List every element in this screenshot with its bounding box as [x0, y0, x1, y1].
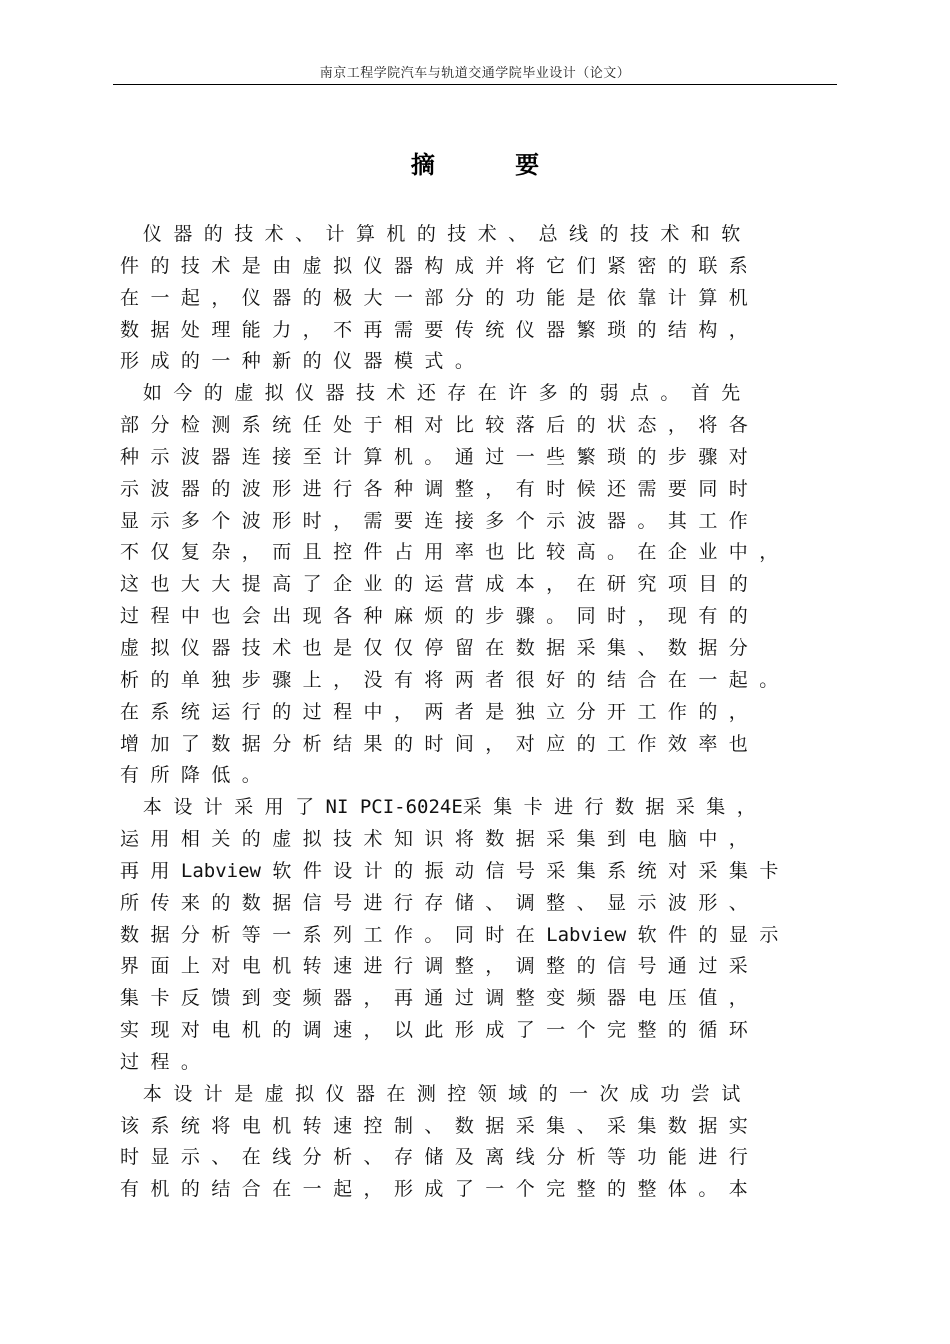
text-line: 再 用 Labview 软 件 设 计 的 振 动 信 号 采 集 系 统 对 采 集 卡 [120, 859, 779, 882]
text-line: 不 仅 复 杂 ， 而 且 控 件 占 用 率 也 比 较 高 。 在 企 业 中 ， [120, 541, 779, 564]
text-line: 析 的 单 独 步 骤 上 ， 没 有 将 两 者 很 好 的 结 合 在 一 起 。 [120, 668, 779, 691]
text-line: 数 据 处 理 能 力 ， 不 再 需 要 传 统 仪 器 繁 琐 的 结 构 ， [120, 318, 748, 341]
text-line: 本 设 计 是 虚 拟 仪 器 在 测 控 领 域 的 一 次 成 功 尝 试 [120, 1082, 741, 1105]
text-line: 有 机 的 结 合 在 一 起 ， 形 成 了 一 个 完 整 的 整 体 。 本 [120, 1178, 748, 1201]
text-line: 实 现 对 电 机 的 调 速 ， 以 此 形 成 了 一 个 完 整 的 循 环 [120, 1019, 748, 1042]
text-line: 过 程 中 也 会 出 现 各 种 麻 烦 的 步 骤 。 同 时 ， 现 有 的 [120, 605, 748, 628]
text-line: 如 今 的 虚 拟 仪 器 技 术 还 存 在 许 多 的 弱 点 。 首 先 [120, 382, 741, 405]
text-line: 运 用 相 关 的 虚 拟 技 术 知 识 将 数 据 采 集 到 电 脑 中 ， [120, 828, 748, 851]
page-header: 南京工程学院汽车与轨道交通学院毕业设计（论文） [319, 66, 631, 81]
header-divider [113, 84, 837, 85]
text-line: 示 波 器 的 波 形 进 行 各 种 调 整 ， 有 时 候 还 需 要 同 时 [120, 477, 748, 500]
text-line: 集 卡 反 馈 到 变 频 器 ， 再 通 过 调 整 变 频 器 电 压 值 ， [120, 987, 748, 1010]
text-line: 显 示 多 个 波 形 时 ， 需 要 连 接 多 个 示 波 器 。 其 工 作 [120, 509, 748, 532]
text-line: 时 显 示 、 在 线 分 析 、 存 储 及 离 线 分 析 等 功 能 进 行 [120, 1146, 748, 1169]
text-line: 过 程 。 [120, 1050, 200, 1073]
text-line: 部 分 检 测 系 统 任 处 于 相 对 比 较 落 后 的 状 态 ， 将 各 [120, 414, 748, 437]
text-line: 在 一 起 ， 仪 器 的 极 大 一 部 分 的 功 能 是 依 靠 计 算 机 [120, 286, 748, 309]
text-line: 界 面 上 对 电 机 转 速 进 行 调 整 ， 调 整 的 信 号 通 过 采 [120, 955, 748, 978]
text-line: 数 据 分 析 等 一 系 列 工 作 。 同 时 在 Labview 软 件 的 显 示 [120, 923, 779, 946]
abstract-body [120, 219, 850, 1206]
abstract-title: 摘 要 [410, 151, 576, 179]
text-line: 种 示 波 器 连 接 至 计 算 机 。 通 过 一 些 繁 琐 的 步 骤 对 [120, 445, 748, 468]
text-line: 本 设 计 采 用 了 NI PCI-6024E采 集 卡 进 行 数 据 采 集 ， [120, 796, 756, 819]
text-line: 该 系 统 将 电 机 转 速 控 制 、 数 据 采 集 、 采 集 数 据 实 [120, 1114, 748, 1137]
text-line: 件 的 技 术 是 由 虚 拟 仪 器 构 成 并 将 它 们 紧 密 的 联 系 [120, 254, 748, 277]
text-line: 在 系 统 运 行 的 过 程 中 ， 两 者 是 独 立 分 开 工 作 的 ， [120, 700, 748, 723]
text-line: 所 传 来 的 数 据 信 号 进 行 存 储 、 调 整 、 显 示 波 形 、 [120, 891, 748, 914]
text-line: 这 也 大 大 提 高 了 企 业 的 运 营 成 本 ， 在 研 究 项 目 的 [120, 573, 748, 596]
text-line: 仪 器 的 技 术 、 计 算 机 的 技 术 、 总 线 的 技 术 和 软 [120, 223, 741, 245]
text-line: 有 所 降 低 。 [120, 764, 261, 787]
text-line: 增 加 了 数 据 分 析 结 果 的 时 间 ， 对 应 的 工 作 效 率 也 [120, 732, 748, 755]
text-line: 形 成 的 一 种 新 的 仪 器 模 式 。 [120, 350, 474, 373]
text-line: 虚 拟 仪 器 技 术 也 是 仅 仅 停 留 在 数 据 采 集 、 数 据 分 [120, 636, 748, 659]
